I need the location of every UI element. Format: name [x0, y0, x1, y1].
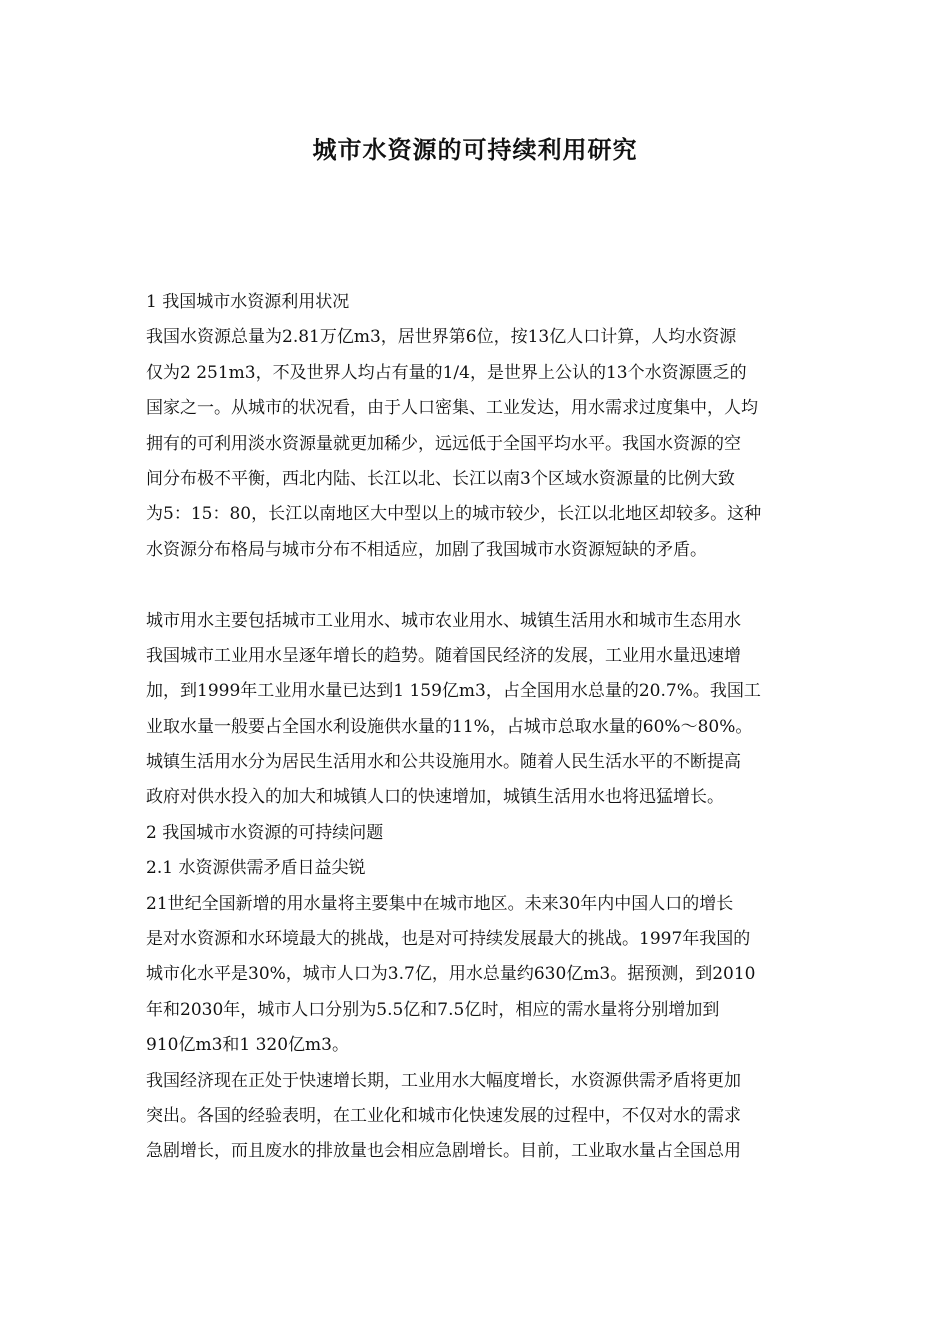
- text-line: 业取水量一般要占全国水利设施供水量的11%，占城市总取水量的60%～80%。: [146, 716, 753, 737]
- text-line: 我国城市工业用水呈逐年增长的趋势。随着国民经济的发展，工业用水量迅速增: [146, 645, 741, 666]
- text-line: 1 我国城市水资源利用状况: [146, 292, 350, 312]
- text-line: 仅为2 251m3，不及世界人均占有量的1/4，是世界上公认的13个水资源匮乏的: [146, 362, 747, 383]
- text-line: 年和2030年，城市人口分别为5.5亿和7.5亿时，相应的需水量将分别增加到: [146, 999, 720, 1020]
- text-line: 我国经济现在正处于快速增长期，工业用水大幅度增长，水资源供需矛盾将更加: [146, 1070, 741, 1091]
- text-line: 21世纪全国新增的用水量将主要集中在城市地区。未来30年内中国人口的增长: [146, 893, 734, 914]
- paragraph-gap: [146, 568, 806, 603]
- document-body: [146, 285, 806, 1170]
- text-line: 加，到1999年工业用水量已达到1 159亿m3，占全国用水总量的20.7%。我国工: [146, 681, 761, 702]
- text-line: 政府对供水投入的加大和城镇人口的快速增加，城镇生活用水也将迅猛增长。: [146, 787, 724, 808]
- text-line: 2 我国城市水资源的可持续问题: [146, 822, 384, 843]
- document-title: 城市水资源的可持续利用研究: [312, 135, 638, 164]
- text-line: 城镇生活用水分为居民生活用水和公共设施用水。随着人民生活水平的不断提高: [146, 752, 741, 773]
- text-line: 水资源分布格局与城市分布不相适应，加剧了我国城市水资源短缺的矛盾。: [146, 539, 707, 560]
- text-line: 拥有的可利用淡水资源量就更加稀少，远远低于全国平均水平。我国水资源的空: [146, 433, 741, 454]
- text-line: 我国水资源总量为2.81万亿m3，居世界第6位，按13亿人口计算，人均水资源: [146, 327, 737, 348]
- text-line: 间分布极不平衡，西北内陆、长江以北、长江以南3个区域水资源量的比例大致: [146, 468, 735, 489]
- text-line: 国家之一。从城市的状况看，由于人口密集、工业发达，用水需求过度集中，人均: [146, 398, 758, 419]
- text-line: 是对水资源和水环境最大的挑战，也是对可持续发展最大的挑战。1997年我国的: [146, 929, 751, 950]
- text-line: 突出。各国的经验表明，在工业化和城市化快速发展的过程中，不仅对水的需求: [146, 1105, 741, 1126]
- text-line: 城市用水主要包括城市工业用水、城市农业用水、城镇生活用水和城市生态用水: [146, 610, 741, 631]
- text-line: 910亿m3和1 320亿m3。: [146, 1035, 349, 1056]
- text-line: 为5：15：80，长江以南地区大中型以上的城市较少，长江以北地区却较多。这种: [146, 504, 762, 525]
- text-line: 城市化水平是30%，城市人口为3.7亿，用水总量约630亿m3。据预测，到2010: [146, 964, 756, 985]
- text-line: 急剧增长，而且废水的排放量也会相应急剧增长。目前，工业取水量占全国总用: [146, 1141, 741, 1162]
- text-line: 2.1 水资源供需矛盾日益尖锐: [146, 858, 366, 879]
